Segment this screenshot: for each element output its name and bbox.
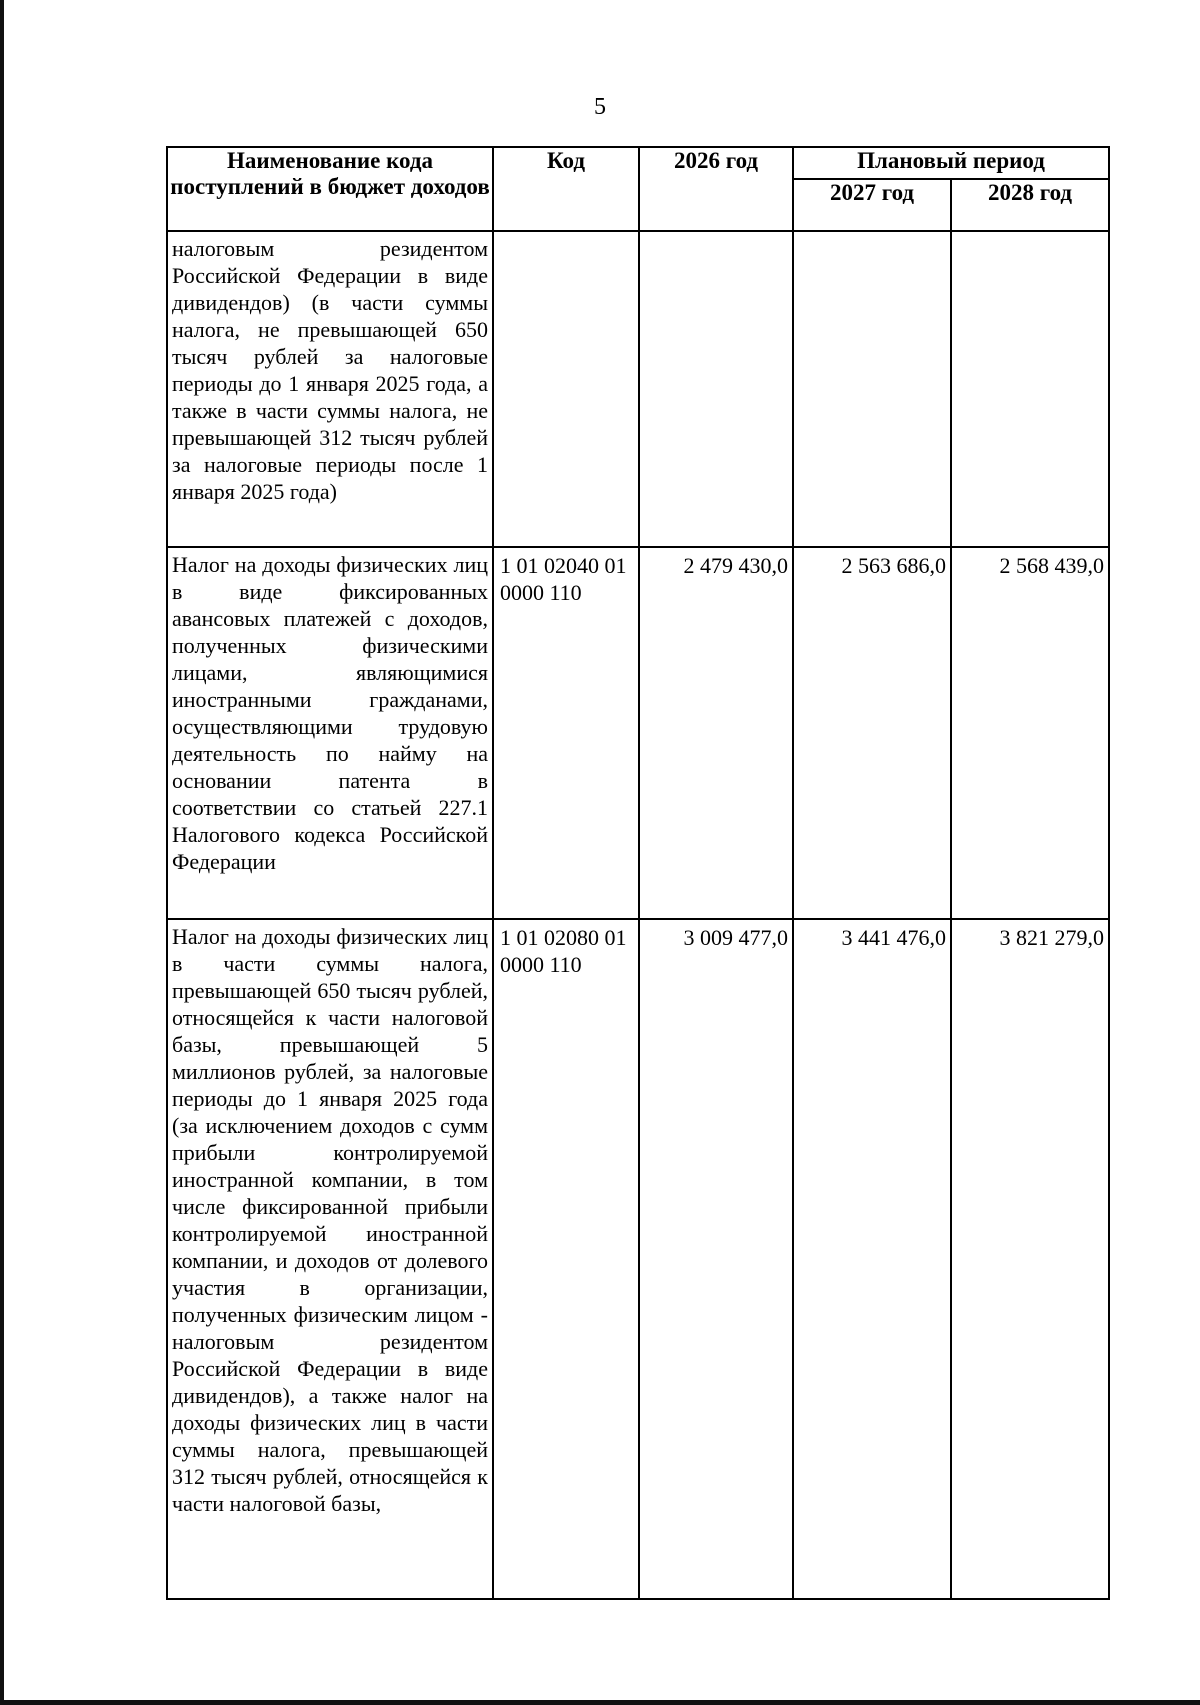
row-value-2026: 2 479 430,0 — [639, 547, 793, 919]
header-year-2026: 2026 год — [639, 147, 793, 231]
row-name: Налог на доходы физических лиц в виде фиксированных авансовых платежей с доходов, полученных физическими лицами, являющимися иностранными гражданами, осуществляющими трудовую деятельность по найму на основании патента в соответствии со статьей 227.1 Налогового кодекса Российской Федерации — [167, 547, 493, 919]
row-value-2028: 2 568 439,0 — [951, 547, 1109, 919]
revenue-table — [166, 146, 1110, 1600]
row-name: Налог на доходы физических лиц в части суммы налога, превышающей 650 тысяч рублей, относящейся к части налоговой базы, превышающей 5 миллионов рублей, за налоговые периоды до 1 января 2025 года (за исключением доходов с сумм прибыли контролируемой иностранной компании, в том числе фиксированной прибыли контролируемой иностранной компании, и доходов от долевого участия в организации, полученных физическим лицом - налоговым резидентом Российской Федерации в виде дивидендов), а также налог на доходы физических лиц в части суммы налога, превышающей 312 тысяч рублей, относящейся к части налоговой базы, — [167, 919, 493, 1599]
row-code: 1 01 02040 01 0000 110 — [493, 547, 639, 919]
row-value-2027: 3 441 476,0 — [793, 919, 951, 1599]
page-number: 5 — [594, 94, 606, 120]
row-code: 1 01 02080 01 0000 110 — [493, 919, 639, 1599]
row-name: налоговым резидентом Российской Федерации в виде дивидендов) (в части суммы налога, не превышающей 650 тысяч рублей за налоговые периоды до 1 января 2025 года, а также в части суммы налога, не превышающей 312 тысяч рублей за налоговые периоды после 1 января 2025 года) — [167, 231, 493, 547]
row-value-2026: 3 009 477,0 — [639, 919, 793, 1599]
scan-bottom-edge — [0, 1700, 1200, 1705]
header-year-2028: 2028 год — [951, 179, 1109, 231]
table-row — [167, 919, 1109, 1599]
table-header — [167, 147, 1109, 231]
header-name: Наименование кода поступлений в бюджет доходов — [167, 147, 493, 231]
row-value-2028 — [951, 231, 1109, 547]
header-code: Код — [493, 147, 639, 231]
table-row — [167, 231, 1109, 547]
row-code — [493, 231, 639, 547]
row-value-2027 — [793, 231, 951, 547]
row-value-2026 — [639, 231, 793, 547]
row-value-2027: 2 563 686,0 — [793, 547, 951, 919]
scan-left-edge — [0, 0, 4, 1705]
header-year-2027: 2027 год — [793, 179, 951, 231]
table-row — [167, 547, 1109, 919]
row-value-2028: 3 821 279,0 — [951, 919, 1109, 1599]
header-planning-period: Плановый период — [793, 147, 1109, 179]
